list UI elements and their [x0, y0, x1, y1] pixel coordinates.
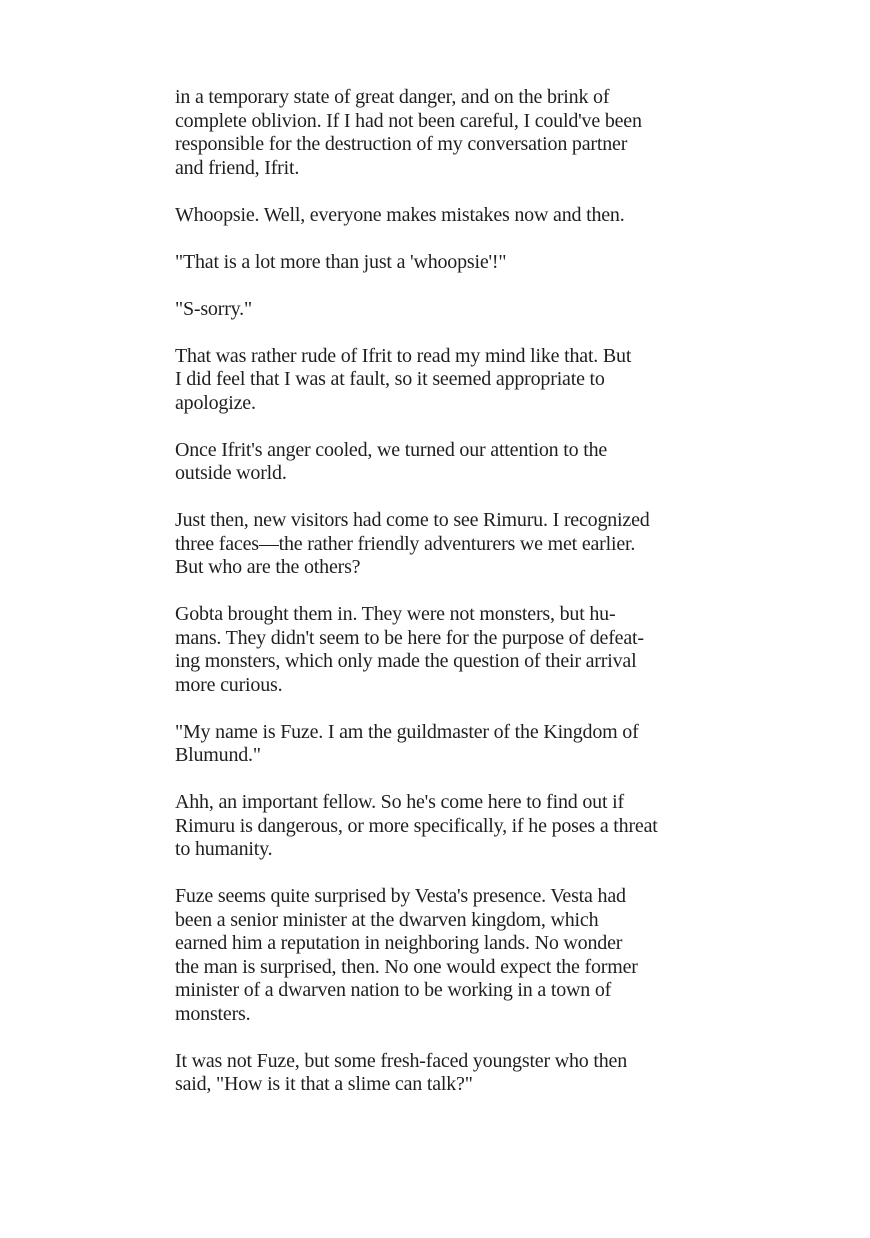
paragraph: [175, 885, 715, 1026]
paragraph: [175, 86, 715, 180]
paragraph: [175, 439, 715, 486]
text-line: said, "How is it that a slime can talk?": [175, 1073, 473, 1095]
text-line: "My name is Fuze. I am the guildmaster of the Kingdom of: [175, 720, 639, 743]
text-line: Blumund.": [175, 744, 261, 766]
text-line: minister of a dwarven nation to be working in a town of: [175, 979, 612, 1001]
text-line: Whoopsie. Well, everyone makes mistakes now and then.: [175, 203, 625, 226]
text-line: complete oblivion. If I had not been careful, I could've been: [175, 109, 642, 132]
text-line: apologize.: [175, 391, 256, 414]
text-line: Gobta brought them in. They were not monsters, but hu-: [175, 603, 616, 625]
text-line: Once Ifrit's anger cooled, we turned our attention to the: [175, 438, 608, 461]
paragraph: [175, 1050, 715, 1097]
paragraph: [175, 298, 715, 322]
text-line: in a temporary state of great danger, and on the brink of: [175, 86, 610, 108]
paragraph: [175, 509, 715, 580]
page-text: [175, 86, 715, 1120]
text-line: earned him a reputation in neighboring lands. No wonder: [175, 932, 623, 954]
text-line: ing monsters, which only made the question of their arrival: [175, 650, 637, 672]
text-line: "That is a lot more than just a 'whoopsie'!": [175, 250, 507, 273]
text-line: to humanity.: [175, 838, 273, 860]
paragraph: [175, 791, 715, 862]
paragraph: [175, 204, 715, 228]
paragraph: [175, 721, 715, 768]
text-line: Just then, new visitors had come to see Rimuru. I recognized: [175, 509, 650, 531]
paragraph: [175, 251, 715, 275]
text-line: the man is surprised, then. No one would expect the former: [175, 955, 638, 978]
text-line: and friend, Ifrit.: [175, 156, 300, 179]
text-line: outside world.: [175, 462, 287, 484]
text-line: responsible for the destruction of my conversation partner: [175, 133, 628, 155]
text-line: three faces—the rather friendly adventurers we met earlier.: [175, 532, 636, 555]
paragraph: [175, 345, 715, 416]
text-line: Rimuru is dangerous, or more specifically, if he poses a threat: [175, 814, 658, 837]
text-line: Ahh, an important fellow. So he's come here to find out if: [175, 791, 624, 813]
text-line: That was rather rude of Ifrit to read my mind like that. But: [175, 344, 632, 367]
text-line: been a senior minister at the dwarven kingdom, which: [175, 908, 599, 931]
text-line: more curious.: [175, 673, 283, 696]
text-line: I did feel that I was at fault, so it seemed appropriate to: [175, 368, 605, 390]
text-line: mans. They didn't seem to be here for the purpose of defeat-: [175, 626, 644, 649]
paragraph: [175, 603, 715, 697]
text-line: monsters.: [175, 1002, 251, 1025]
text-line: "S-sorry.": [175, 297, 252, 320]
text-line: Fuze seems quite surprised by Vesta's presence. Vesta had: [175, 885, 626, 907]
text-line: But who are the others?: [175, 556, 361, 578]
text-line: It was not Fuze, but some fresh-faced youngster who then: [175, 1049, 628, 1072]
